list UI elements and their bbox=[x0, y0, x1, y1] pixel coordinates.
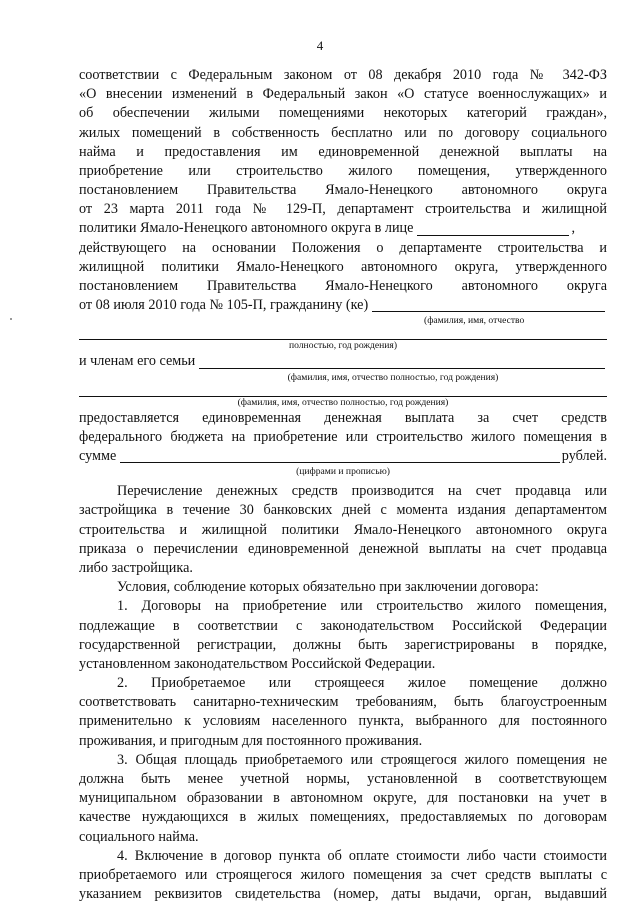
text-line: государственной регистрации, должны быть зарегистрированы в порядке, bbox=[79, 636, 607, 653]
text-line: социального найма. bbox=[79, 828, 199, 845]
text-line: либо застройщика. bbox=[79, 559, 193, 576]
sum-blank[interactable] bbox=[120, 448, 560, 463]
conditions-heading: Условия, соблюдение которых обязательно при заключении договора: bbox=[117, 579, 539, 596]
sum-label: сумме bbox=[79, 447, 117, 464]
text-line: Перечисление денежных средств производится на счет продавца или bbox=[117, 483, 607, 500]
sum-caption: (цифрами и прописью) bbox=[296, 466, 390, 478]
text-line: проживания, и пригодным для постоянного проживания. bbox=[79, 732, 423, 749]
condition-4 bbox=[79, 847, 607, 905]
text-line: приобретение или строительство жилого помещения, утвержденного bbox=[79, 162, 607, 179]
family-caption-2: (фамилия, имя, отчество полностью, год рождения) bbox=[237, 396, 449, 408]
text-line: 3. Общая площадь приобретаемого или строящегося жилого помещения не bbox=[117, 751, 607, 768]
page-number: 4 bbox=[316, 38, 324, 53]
text-line: приказа о перечислении единовременной денежной выплаты на счет продавца bbox=[79, 540, 607, 557]
text-line: действующего на основании Положения о департаменте строительства и bbox=[79, 239, 607, 256]
text-line: соответствовать санитарно-техническим требованиям, быть благоустроенным bbox=[79, 694, 607, 711]
text-line: строительства и жилищной политики Ямало-Ненецкого автономного округа bbox=[79, 521, 607, 538]
text-line: подлежащие в соответствии с законодательством Российской Федерации bbox=[79, 617, 607, 634]
condition-2 bbox=[79, 674, 607, 751]
representative-line bbox=[79, 220, 607, 239]
text-line: об обеспечении жилыми помещениями некоторых категорий граждан», bbox=[79, 105, 607, 122]
text-line: федерального бюджета на приобретение или строительство жилого помещения в bbox=[79, 428, 607, 445]
condition-3 bbox=[79, 751, 607, 847]
representative-label: политики Ямало-Ненецкого автономного округа в лице bbox=[79, 220, 414, 237]
document-body bbox=[79, 66, 607, 904]
text-line: 1. Договоры на приобретение или строительство жилого помещения, bbox=[117, 598, 607, 615]
text-line: указанием реквизитов свидетельства (номер, даты выдачи, орган, выдавший bbox=[79, 886, 607, 903]
paragraph-3 bbox=[79, 482, 607, 578]
condition-1 bbox=[79, 597, 607, 674]
family-blank-2[interactable] bbox=[79, 384, 607, 397]
text-line: найма и предоставления им единовременной денежной выплаты на bbox=[79, 143, 607, 160]
family-caption: (фамилия, имя, отчество полностью, год рождения) bbox=[287, 371, 499, 383]
citizen-label: от 08 июля 2010 года № 105-П, гражданину (ке) bbox=[79, 297, 369, 314]
text-line: качестве нуждающихся в жилых помещениях, предоставляемых по договорам bbox=[79, 809, 607, 826]
family-label: и членам его семьи bbox=[79, 353, 196, 370]
text-line: 2. Приобретаемое или строящееся жилое помещение должно bbox=[117, 675, 607, 692]
text-line: жилищной политики Ямало-Ненецкого автономного округа, утвержденного bbox=[79, 258, 607, 275]
text-line: 4. Включение в договор пункта об оплате стоимости либо части стоимости bbox=[117, 847, 607, 864]
text-line: предоставляется единовременная денежная выплата за счет средств bbox=[79, 409, 607, 426]
text-line: от 23 марта 2011 года № 129-П, департамент строительства и жилищной bbox=[79, 201, 607, 218]
text-line: соответствии с Федеральным законом от 08 декабря 2010 года № 342-ФЗ bbox=[79, 67, 607, 83]
paragraph-1 bbox=[79, 66, 607, 409]
text-line: «О внесении изменений в Федеральный закон «О статусе военнослужащих» и bbox=[79, 86, 607, 103]
family-line bbox=[79, 352, 607, 371]
citizen-name-blank-2[interactable] bbox=[79, 327, 607, 340]
text-line: установленном законодательством Российской Федерации. bbox=[79, 655, 436, 672]
citizen-name-blank[interactable] bbox=[372, 297, 605, 312]
scan-speck bbox=[10, 318, 12, 320]
text-line: застройщика в течение 30 банковских дней с момента издания департаментом bbox=[79, 502, 607, 519]
text-line: жилых помещений в собственность бесплатно или по договору социального bbox=[79, 124, 607, 141]
representative-tail: , bbox=[571, 220, 575, 237]
citizen-caption-2: полностью, год рождения) bbox=[288, 340, 398, 352]
citizen-line bbox=[79, 296, 607, 315]
text-line: должна быть менее учетной нормы, установленной в соответствующем bbox=[79, 771, 607, 787]
text-line: постановлением Правительства Ямало-Ненецкого автономного округа bbox=[79, 182, 607, 199]
sum-currency: рублей. bbox=[561, 447, 607, 464]
text-line: постановлением Правительства Ямало-Ненецкого автономного округа bbox=[79, 278, 607, 295]
paragraph-2 bbox=[79, 409, 607, 479]
text-line: муниципальном образовании в автономном округе, для постановки на учет в bbox=[79, 790, 607, 807]
sum-line bbox=[79, 447, 607, 466]
representative-blank[interactable] bbox=[417, 221, 569, 236]
citizen-caption: (фамилия, имя, отчество bbox=[424, 315, 525, 327]
family-blank[interactable] bbox=[199, 354, 605, 369]
text-line: применительно к условиям населенного пункта, выбранного для постоянного bbox=[79, 713, 607, 730]
text-line: приобретаемого или строящегося жилого помещения за счет средств выплаты с bbox=[79, 866, 607, 883]
